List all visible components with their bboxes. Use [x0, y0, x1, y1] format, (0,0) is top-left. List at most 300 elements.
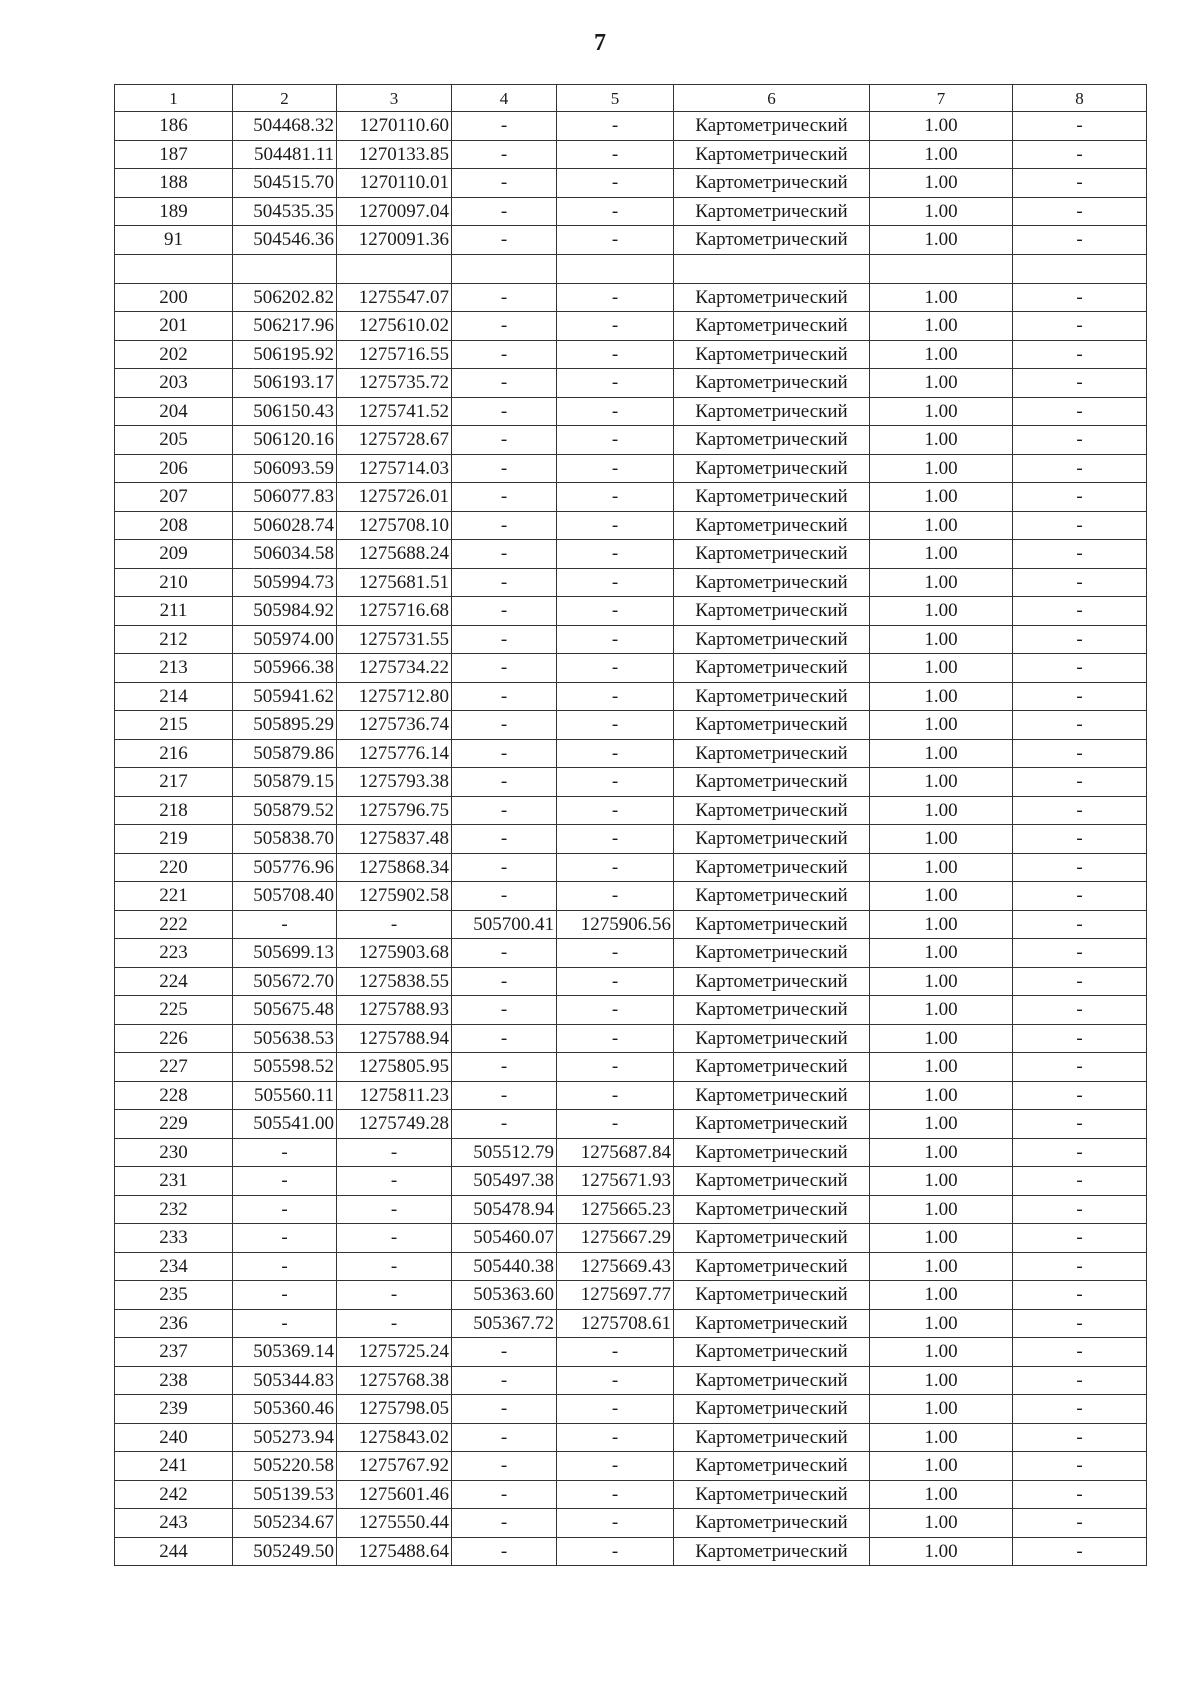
table-cell-col-2: 505560.11: [233, 1081, 337, 1110]
table-cell-col-8: -: [1013, 1110, 1147, 1139]
table-row: [115, 1509, 1147, 1538]
table-row: [115, 397, 1147, 426]
table-cell-col-2: 506120.16: [233, 426, 337, 455]
table-cell-col-7: 1.00: [870, 454, 1013, 483]
table-cell-col-4: -: [452, 511, 557, 540]
table-cell-col-6: Картометрический: [674, 1338, 870, 1367]
table-cell-col-7: 1.00: [870, 340, 1013, 369]
table-cell-col-1: 222: [115, 910, 233, 939]
table-cell-col-5: -: [557, 825, 674, 854]
column-header-2: 2: [233, 85, 337, 112]
table-cell-col-8: -: [1013, 1138, 1147, 1167]
table-cell-col-5: -: [557, 283, 674, 312]
table-cell-col-7: 1.00: [870, 711, 1013, 740]
table-cell-col-7: 1.00: [870, 1167, 1013, 1196]
table-cell-col-4: 505367.72: [452, 1309, 557, 1338]
table-cell-col-3: 1275488.64: [337, 1537, 452, 1566]
table-cell-col-3: -: [337, 1138, 452, 1167]
table-cell-col-7: 1.00: [870, 853, 1013, 882]
table-cell-col-3: 1275725.24: [337, 1338, 452, 1367]
table-cell-col-3: 1275716.55: [337, 340, 452, 369]
table-cell-col-6: Картометрический: [674, 540, 870, 569]
table-cell-col-3: 1275768.38: [337, 1366, 452, 1395]
table-cell-col-5: 1275687.84: [557, 1138, 674, 1167]
table-cell-col-3: 1275736.74: [337, 711, 452, 740]
table-cell-col-5: -: [557, 540, 674, 569]
table-cell-col-2: 505672.70: [233, 967, 337, 996]
table-cell-col-2: 505984.92: [233, 597, 337, 626]
table-cell-col-3: 1275903.68: [337, 939, 452, 968]
table-cell-col-2: 505344.83: [233, 1366, 337, 1395]
table-cell-col-7: 1.00: [870, 1281, 1013, 1310]
table-cell-col-2: 504468.32: [233, 112, 337, 141]
table-cell-col-2: -: [233, 1281, 337, 1310]
table-cell-col-1: 214: [115, 682, 233, 711]
table-cell-col-7: 1.00: [870, 568, 1013, 597]
table-cell-col-2: 505249.50: [233, 1537, 337, 1566]
table-row: [115, 369, 1147, 398]
table-row: [115, 1452, 1147, 1481]
table-cell-col-6: Картометрический: [674, 197, 870, 226]
table-cell-col-6: Картометрический: [674, 1138, 870, 1167]
table-cell-col-3: 1275811.23: [337, 1081, 452, 1110]
table-cell-col-3: -: [337, 910, 452, 939]
table-cell-col-7: 1.00: [870, 1338, 1013, 1367]
table-cell-col-2: 505838.70: [233, 825, 337, 854]
table-cell-col-3: 1270097.04: [337, 197, 452, 226]
table-cell-col-5: -: [557, 1338, 674, 1367]
table-cell-col-6: Картометрический: [674, 340, 870, 369]
table-row: [115, 853, 1147, 882]
table-row: [115, 1309, 1147, 1338]
table-cell-col-8: -: [1013, 1167, 1147, 1196]
table-cell-col-7: 1.00: [870, 1110, 1013, 1139]
table-cell-col-7: 1.00: [870, 1452, 1013, 1481]
table-cell-col-3: 1275714.03: [337, 454, 452, 483]
table-cell-col-3: 1275796.75: [337, 796, 452, 825]
table-row: [115, 796, 1147, 825]
table-cell-col-1: 223: [115, 939, 233, 968]
table-cell-col-7: 1.00: [870, 1138, 1013, 1167]
table-cell-col-6: Картометрический: [674, 625, 870, 654]
table-cell-col-3: 1270110.60: [337, 112, 452, 141]
table-cell-col-1: 238: [115, 1366, 233, 1395]
table-cell-col-8: -: [1013, 825, 1147, 854]
table-cell-col-8: -: [1013, 369, 1147, 398]
table-cell-col-8: -: [1013, 1338, 1147, 1367]
table-cell-col-6: Картометрический: [674, 1024, 870, 1053]
table-cell-col-3: [337, 254, 452, 283]
table-row: [115, 654, 1147, 683]
table-cell-col-1: 200: [115, 283, 233, 312]
table-cell-col-2: -: [233, 910, 337, 939]
table-cell-col-8: -: [1013, 1081, 1147, 1110]
table-cell-col-8: -: [1013, 1395, 1147, 1424]
table-cell-col-2: 505994.73: [233, 568, 337, 597]
table-cell-col-1: 208: [115, 511, 233, 540]
table-cell-col-5: -: [557, 739, 674, 768]
table-cell-col-2: 505974.00: [233, 625, 337, 654]
table-cell-col-3: 1275601.46: [337, 1480, 452, 1509]
table-cell-col-2: 505360.46: [233, 1395, 337, 1424]
table-cell-col-1: 221: [115, 882, 233, 911]
table-cell-col-2: 504515.70: [233, 169, 337, 198]
table-cell-col-1: 217: [115, 768, 233, 797]
table-cell-col-7: 1.00: [870, 112, 1013, 141]
table-cell-col-7: 1.00: [870, 625, 1013, 654]
table-cell-col-8: -: [1013, 882, 1147, 911]
table-cell-col-1: 244: [115, 1537, 233, 1566]
table-cell-col-1: 241: [115, 1452, 233, 1481]
table-cell-col-5: -: [557, 340, 674, 369]
table-cell-col-2: 505598.52: [233, 1053, 337, 1082]
table-cell-col-6: Картометрический: [674, 397, 870, 426]
table-cell-col-1: 201: [115, 312, 233, 341]
table-cell-col-5: -: [557, 140, 674, 169]
table-row: [115, 1423, 1147, 1452]
table-cell-col-6: Картометрический: [674, 654, 870, 683]
table-cell-col-2: 505369.14: [233, 1338, 337, 1367]
table-cell-col-5: -: [557, 1537, 674, 1566]
table-cell-col-3: -: [337, 1224, 452, 1253]
table-cell-col-8: -: [1013, 1195, 1147, 1224]
table-cell-col-6: Картометрический: [674, 483, 870, 512]
table-cell-col-5: -: [557, 1053, 674, 1082]
table-cell-col-5: -: [557, 483, 674, 512]
table-row: [115, 1281, 1147, 1310]
table-cell-col-1: 240: [115, 1423, 233, 1452]
table-cell-col-7: 1.00: [870, 1480, 1013, 1509]
table-cell-col-8: -: [1013, 1024, 1147, 1053]
table-cell-col-2: 506093.59: [233, 454, 337, 483]
table-cell-col-6: Картометрический: [674, 426, 870, 455]
table-cell-col-4: -: [452, 1452, 557, 1481]
table-cell-col-8: -: [1013, 1537, 1147, 1566]
table-cell-col-1: 202: [115, 340, 233, 369]
table-cell-col-4: -: [452, 226, 557, 255]
table-cell-col-5: -: [557, 511, 674, 540]
table-cell-col-6: Картометрический: [674, 768, 870, 797]
table-cell-col-8: -: [1013, 197, 1147, 226]
table-cell-col-5: -: [557, 1509, 674, 1538]
table-cell-col-3: 1270110.01: [337, 169, 452, 198]
table-cell-col-5: -: [557, 682, 674, 711]
table-cell-col-8: -: [1013, 711, 1147, 740]
table-row: [115, 483, 1147, 512]
table-cell-col-6: Картометрический: [674, 312, 870, 341]
table-cell-col-6: Картометрический: [674, 1053, 870, 1082]
column-header-1: 1: [115, 85, 233, 112]
table-cell-col-4: -: [452, 939, 557, 968]
table-cell-col-5: -: [557, 597, 674, 626]
table-cell-col-1: 231: [115, 1167, 233, 1196]
table-row: [115, 197, 1147, 226]
table-cell-col-5: -: [557, 796, 674, 825]
table-cell-col-5: -: [557, 1423, 674, 1452]
table-cell-col-4: -: [452, 1024, 557, 1053]
table-cell-col-6: [674, 254, 870, 283]
table-cell-col-5: 1275697.77: [557, 1281, 674, 1310]
table-cell-col-1: 211: [115, 597, 233, 626]
table-cell-col-1: 205: [115, 426, 233, 455]
table-cell-col-2: -: [233, 1252, 337, 1281]
table-row: [115, 1338, 1147, 1367]
table-cell-col-1: 203: [115, 369, 233, 398]
table-cell-col-2: 504535.35: [233, 197, 337, 226]
table-cell-col-6: Картометрический: [674, 853, 870, 882]
table-cell-col-7: 1.00: [870, 226, 1013, 255]
column-header-8: 8: [1013, 85, 1147, 112]
table-cell-col-4: -: [452, 340, 557, 369]
table-cell-col-1: 215: [115, 711, 233, 740]
table-cell-col-2: 505234.67: [233, 1509, 337, 1538]
table-row: [115, 910, 1147, 939]
table-cell-col-5: -: [557, 654, 674, 683]
table-cell-col-8: -: [1013, 654, 1147, 683]
table-cell-col-6: Картометрический: [674, 369, 870, 398]
table-cell-col-8: -: [1013, 1480, 1147, 1509]
table-cell-col-6: Картометрический: [674, 882, 870, 911]
table-cell-col-7: 1.00: [870, 483, 1013, 512]
table-cell-col-4: -: [452, 825, 557, 854]
table-cell-col-4: 505497.38: [452, 1167, 557, 1196]
table-cell-col-7: 1.00: [870, 1195, 1013, 1224]
table-cell-col-8: -: [1013, 1452, 1147, 1481]
table-cell-col-1: 230: [115, 1138, 233, 1167]
table-cell-col-2: 505699.13: [233, 939, 337, 968]
table-cell-col-2: -: [233, 1167, 337, 1196]
table-cell-col-4: -: [452, 1423, 557, 1452]
table-cell-col-4: [452, 254, 557, 283]
page-number: 7: [594, 30, 606, 56]
table-cell-col-1: 229: [115, 1110, 233, 1139]
table-cell-col-6: Картометрический: [674, 1395, 870, 1424]
table-cell-col-2: 506217.96: [233, 312, 337, 341]
table-cell-col-3: 1275741.52: [337, 397, 452, 426]
table-cell-col-1: 243: [115, 1509, 233, 1538]
table-cell-col-4: -: [452, 654, 557, 683]
table-cell-col-7: 1.00: [870, 910, 1013, 939]
table-cell-col-2: 506202.82: [233, 283, 337, 312]
table-row: [115, 140, 1147, 169]
table-cell-col-8: -: [1013, 540, 1147, 569]
table-row: [115, 1366, 1147, 1395]
table-row: [115, 1024, 1147, 1053]
table-cell-col-4: -: [452, 796, 557, 825]
table-cell-col-8: -: [1013, 511, 1147, 540]
table-cell-col-4: -: [452, 312, 557, 341]
table-cell-col-3: 1275767.92: [337, 1452, 452, 1481]
table-cell-col-2: -: [233, 1224, 337, 1253]
table-cell-col-5: -: [557, 169, 674, 198]
table-cell-col-3: 1275716.68: [337, 597, 452, 626]
table-cell-col-8: -: [1013, 967, 1147, 996]
table-cell-col-1: 188: [115, 169, 233, 198]
table-row: [115, 1224, 1147, 1253]
table-cell-col-2: 505638.53: [233, 1024, 337, 1053]
table-cell-col-5: -: [557, 939, 674, 968]
table-cell-col-8: -: [1013, 112, 1147, 141]
table-cell-col-8: -: [1013, 1423, 1147, 1452]
table-row: [115, 1053, 1147, 1082]
table-cell-col-5: -: [557, 112, 674, 141]
table-cell-col-6: Картометрический: [674, 796, 870, 825]
table-cell-col-6: Картометрический: [674, 939, 870, 968]
table-cell-col-3: 1275728.67: [337, 426, 452, 455]
table-cell-col-8: -: [1013, 853, 1147, 882]
table-row: [115, 825, 1147, 854]
table-cell-col-6: Картометрический: [674, 1110, 870, 1139]
table-cell-col-7: 1.00: [870, 654, 1013, 683]
table-cell-col-7: 1.00: [870, 426, 1013, 455]
table-cell-col-2: 505708.40: [233, 882, 337, 911]
table-cell-col-7: 1.00: [870, 1081, 1013, 1110]
table-cell-col-5: 1275671.93: [557, 1167, 674, 1196]
table-cell-col-8: -: [1013, 996, 1147, 1025]
table-cell-col-2: 506028.74: [233, 511, 337, 540]
table-cell-col-2: 504481.11: [233, 140, 337, 169]
table-cell-col-5: -: [557, 1395, 674, 1424]
table-cell-col-4: -: [452, 369, 557, 398]
table-row: [115, 1480, 1147, 1509]
table-cell-col-4: -: [452, 682, 557, 711]
table-cell-col-4: -: [452, 967, 557, 996]
table-cell-col-2: 504546.36: [233, 226, 337, 255]
table-cell-col-5: -: [557, 1110, 674, 1139]
table-cell-col-4: -: [452, 1509, 557, 1538]
table-cell-col-3: -: [337, 1252, 452, 1281]
table-cell-col-6: Картометрический: [674, 682, 870, 711]
table-cell-col-4: -: [452, 711, 557, 740]
table-cell-col-1: 212: [115, 625, 233, 654]
table-cell-col-3: 1275788.93: [337, 996, 452, 1025]
table-cell-col-1: 239: [115, 1395, 233, 1424]
table-cell-col-4: 505363.60: [452, 1281, 557, 1310]
table-cell-col-5: -: [557, 996, 674, 1025]
table-cell-col-5: -: [557, 882, 674, 911]
table-cell-col-2: -: [233, 1195, 337, 1224]
table-row: [115, 739, 1147, 768]
table-row: [115, 254, 1147, 283]
table-cell-col-2: 505966.38: [233, 654, 337, 683]
table-cell-col-7: 1.00: [870, 140, 1013, 169]
table-cell-col-8: -: [1013, 169, 1147, 198]
table-row: [115, 1081, 1147, 1110]
table-cell-col-2: 506150.43: [233, 397, 337, 426]
table-cell-col-6: Картометрический: [674, 1452, 870, 1481]
table-cell-col-6: Картометрический: [674, 910, 870, 939]
table-cell-col-4: -: [452, 996, 557, 1025]
table-cell-col-8: -: [1013, 454, 1147, 483]
table-cell-col-1: 237: [115, 1338, 233, 1367]
table-cell-col-6: Картометрический: [674, 1509, 870, 1538]
table-cell-col-1: 218: [115, 796, 233, 825]
table-row: [115, 996, 1147, 1025]
table-cell-col-7: 1.00: [870, 1366, 1013, 1395]
table-cell-col-5: -: [557, 369, 674, 398]
table-cell-col-5: -: [557, 711, 674, 740]
table-cell-col-1: 234: [115, 1252, 233, 1281]
table-row: [115, 1195, 1147, 1224]
table-row: [115, 1110, 1147, 1139]
table-cell-col-7: 1.00: [870, 597, 1013, 626]
column-header-5: 5: [557, 85, 674, 112]
table-cell-col-6: Картометрический: [674, 1252, 870, 1281]
table-cell-col-8: -: [1013, 1252, 1147, 1281]
table-cell-col-2: 505220.58: [233, 1452, 337, 1481]
table-cell-col-8: [1013, 254, 1147, 283]
table-cell-col-5: -: [557, 568, 674, 597]
table-cell-col-6: Картометрический: [674, 511, 870, 540]
table-cell-col-5: -: [557, 1480, 674, 1509]
table-cell-col-6: Картометрический: [674, 1480, 870, 1509]
table-cell-col-6: Картометрический: [674, 1309, 870, 1338]
table-cell-col-6: Картометрический: [674, 1224, 870, 1253]
column-header-4: 4: [452, 85, 557, 112]
table-cell-col-2: 506077.83: [233, 483, 337, 512]
table-cell-col-1: 189: [115, 197, 233, 226]
table-cell-col-8: -: [1013, 1281, 1147, 1310]
table-cell-col-5: 1275708.61: [557, 1309, 674, 1338]
table-cell-col-7: 1.00: [870, 1053, 1013, 1082]
table-cell-col-3: 1270133.85: [337, 140, 452, 169]
table-cell-col-6: Картометрический: [674, 140, 870, 169]
coordinates-table: [114, 84, 1147, 1566]
table-cell-col-1: 209: [115, 540, 233, 569]
table-row: [115, 454, 1147, 483]
table-header: [115, 85, 1147, 112]
table-row: [115, 340, 1147, 369]
table-cell-col-3: 1275688.24: [337, 540, 452, 569]
table-cell-col-7: 1.00: [870, 1024, 1013, 1053]
table-row: [115, 682, 1147, 711]
table-cell-col-6: Картометрический: [674, 283, 870, 312]
table-cell-col-3: 1270091.36: [337, 226, 452, 255]
table-cell-col-1: 207: [115, 483, 233, 512]
table-cell-col-2: -: [233, 1138, 337, 1167]
table-cell-col-6: Картометрический: [674, 454, 870, 483]
table-cell-col-3: 1275805.95: [337, 1053, 452, 1082]
table-cell-col-1: 232: [115, 1195, 233, 1224]
table-cell-col-4: -: [452, 1110, 557, 1139]
table-cell-col-4: -: [452, 197, 557, 226]
table-cell-col-4: -: [452, 1338, 557, 1367]
table-cell-col-5: -: [557, 1452, 674, 1481]
table-cell-col-3: 1275726.01: [337, 483, 452, 512]
table-cell-col-2: 505541.00: [233, 1110, 337, 1139]
table-cell-col-7: 1.00: [870, 540, 1013, 569]
table-cell-col-4: -: [452, 169, 557, 198]
table-cell-col-6: Картометрический: [674, 967, 870, 996]
table-cell-col-8: -: [1013, 1053, 1147, 1082]
table-cell-col-7: 1.00: [870, 397, 1013, 426]
table-cell-col-7: 1.00: [870, 1224, 1013, 1253]
table-cell-col-5: -: [557, 853, 674, 882]
table-cell-col-7: 1.00: [870, 169, 1013, 198]
header-row: [115, 85, 1147, 112]
table-cell-col-2: 506034.58: [233, 540, 337, 569]
table-cell-col-8: -: [1013, 397, 1147, 426]
table-cell-col-2: 505879.15: [233, 768, 337, 797]
table-cell-col-7: 1.00: [870, 682, 1013, 711]
column-header-3: 3: [337, 85, 452, 112]
table-cell-col-4: -: [452, 1480, 557, 1509]
table-row: [115, 1138, 1147, 1167]
table-cell-col-3: 1275712.80: [337, 682, 452, 711]
table-cell-col-7: 1.00: [870, 882, 1013, 911]
table-cell-col-5: 1275906.56: [557, 910, 674, 939]
table-cell-col-4: -: [452, 625, 557, 654]
